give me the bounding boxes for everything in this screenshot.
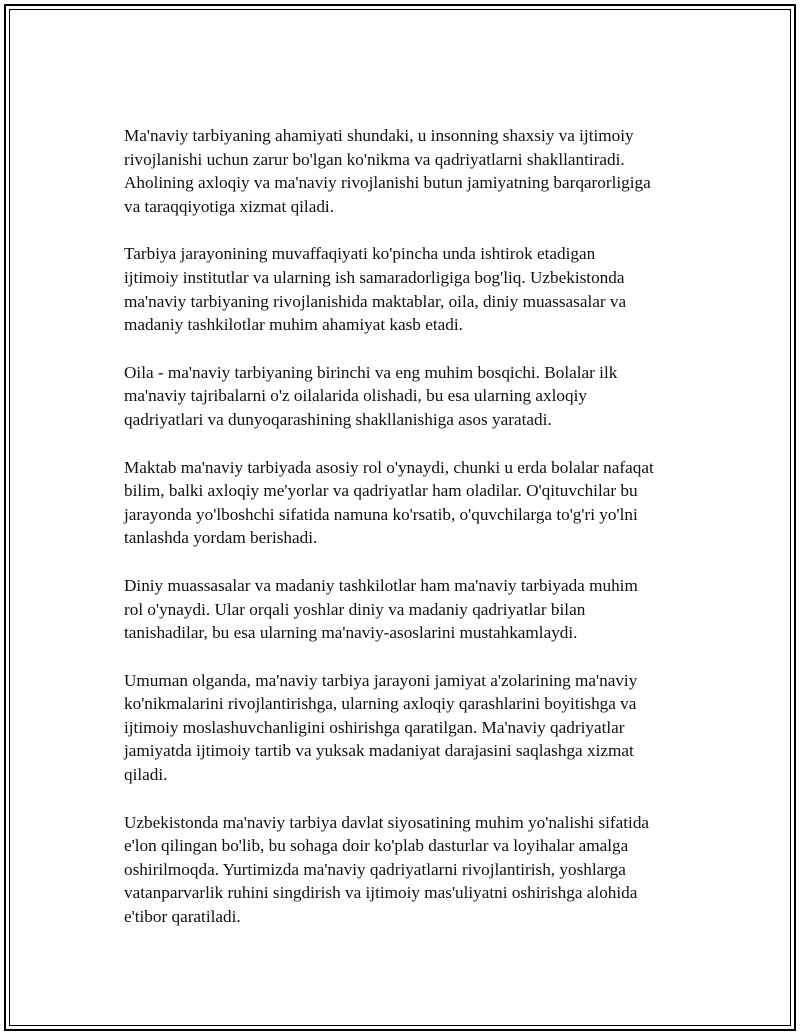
paragraph-2: Tarbiya jarayonining muvaffaqiyati ko'pincha unda ishtirok etadigan ijtimoiy institutlar va ularning ish samaradorligiga bog'liq. Uzbekistonda ma'naviy tarbiyaning rivojlanishida maktablar, oila, diniy muassasalar va madaniy tashkilotlar muhim ahamiyat kasb etadi. xyxy=(124,244,627,335)
paragraph-3: Oila - ma'naviy tarbiyaning birinchi va eng muhim bosqichi. Bolalar ilk ma'naviy tajribalarni o'z oilalarida olishadi, bu esa ularning axloqiy qadriyatlari va dunyoqarashining shakllanishiga asos yaratadi. xyxy=(124,362,618,429)
paragraph-5: Diniy muassasalar va madaniy tashkilotlar ham ma'naviy tarbiyada muhim rol o'ynaydi. Ular orqali yoshlar diniy va madaniy qadriyatlar bilan tanishadilar, bu esa ularning ma'naviy-asoslarini mustahkamlaydi. xyxy=(124,575,638,643)
page-frame xyxy=(4,4,796,1031)
paragraph-6: Umuman olganda, ma'naviy tarbiya jarayoni jamiyat a'zolarining ma'naviy ko'nikmalarini rivojlantirishga, ularning axloqiy qarashlarini boyitishga va ijtimoiy moslashuvchanligini oshirishga qaratilgan. Ma'naviy qadriyatlar jamiyatda ijtimoiy tartib va yuksak madaniyat darajasini saqlashga xizmat qiladi. xyxy=(124,670,638,785)
document-body xyxy=(124,124,704,953)
paragraph-4: Maktab ma'naviy tarbiyada asosiy rol o'ynaydi, chunki u erda bolalar nafaqat bilim, balki axloqiy me'yorlar va qadriyatlar ham oladilar. O'qituvchilar bu jarayonda yo'lboshchi sifatida namuna ko'rsatib, o'quvchilarga to'g'ri yo'lni tanlashda yordam berishadi. xyxy=(124,457,654,548)
paragraph-1: Ma'naviy tarbiyaning ahamiyati shundaki, u insonning shaxsiy va ijtimoiy rivojlanishi uchun zarur bo'lgan ko'nikma va qadriyatlarni shakllantiradi. Aholining axloqiy va ma'naviy rivojlanishi butun jamiyatning barqarorligiga va taraqqiyotiga xizmat qiladi. xyxy=(124,126,651,216)
paragraph-7: Uzbekistonda ma'naviy tarbiya davlat siyosatining muhim yo'nalishi sifatida e'lon qilingan bo'lib, bu sohaga doir ko'plab dasturlar va loyihalar amalga oshirilmoqda. Yurtimizda ma'naviy qadriyatlarni rivojlantirish, yoshlarga vatanparvarlik ruhini singdirish va ijtimoiy mas'uliyatni oshirishga alohida e'tibor qaratiladi. xyxy=(124,812,650,927)
